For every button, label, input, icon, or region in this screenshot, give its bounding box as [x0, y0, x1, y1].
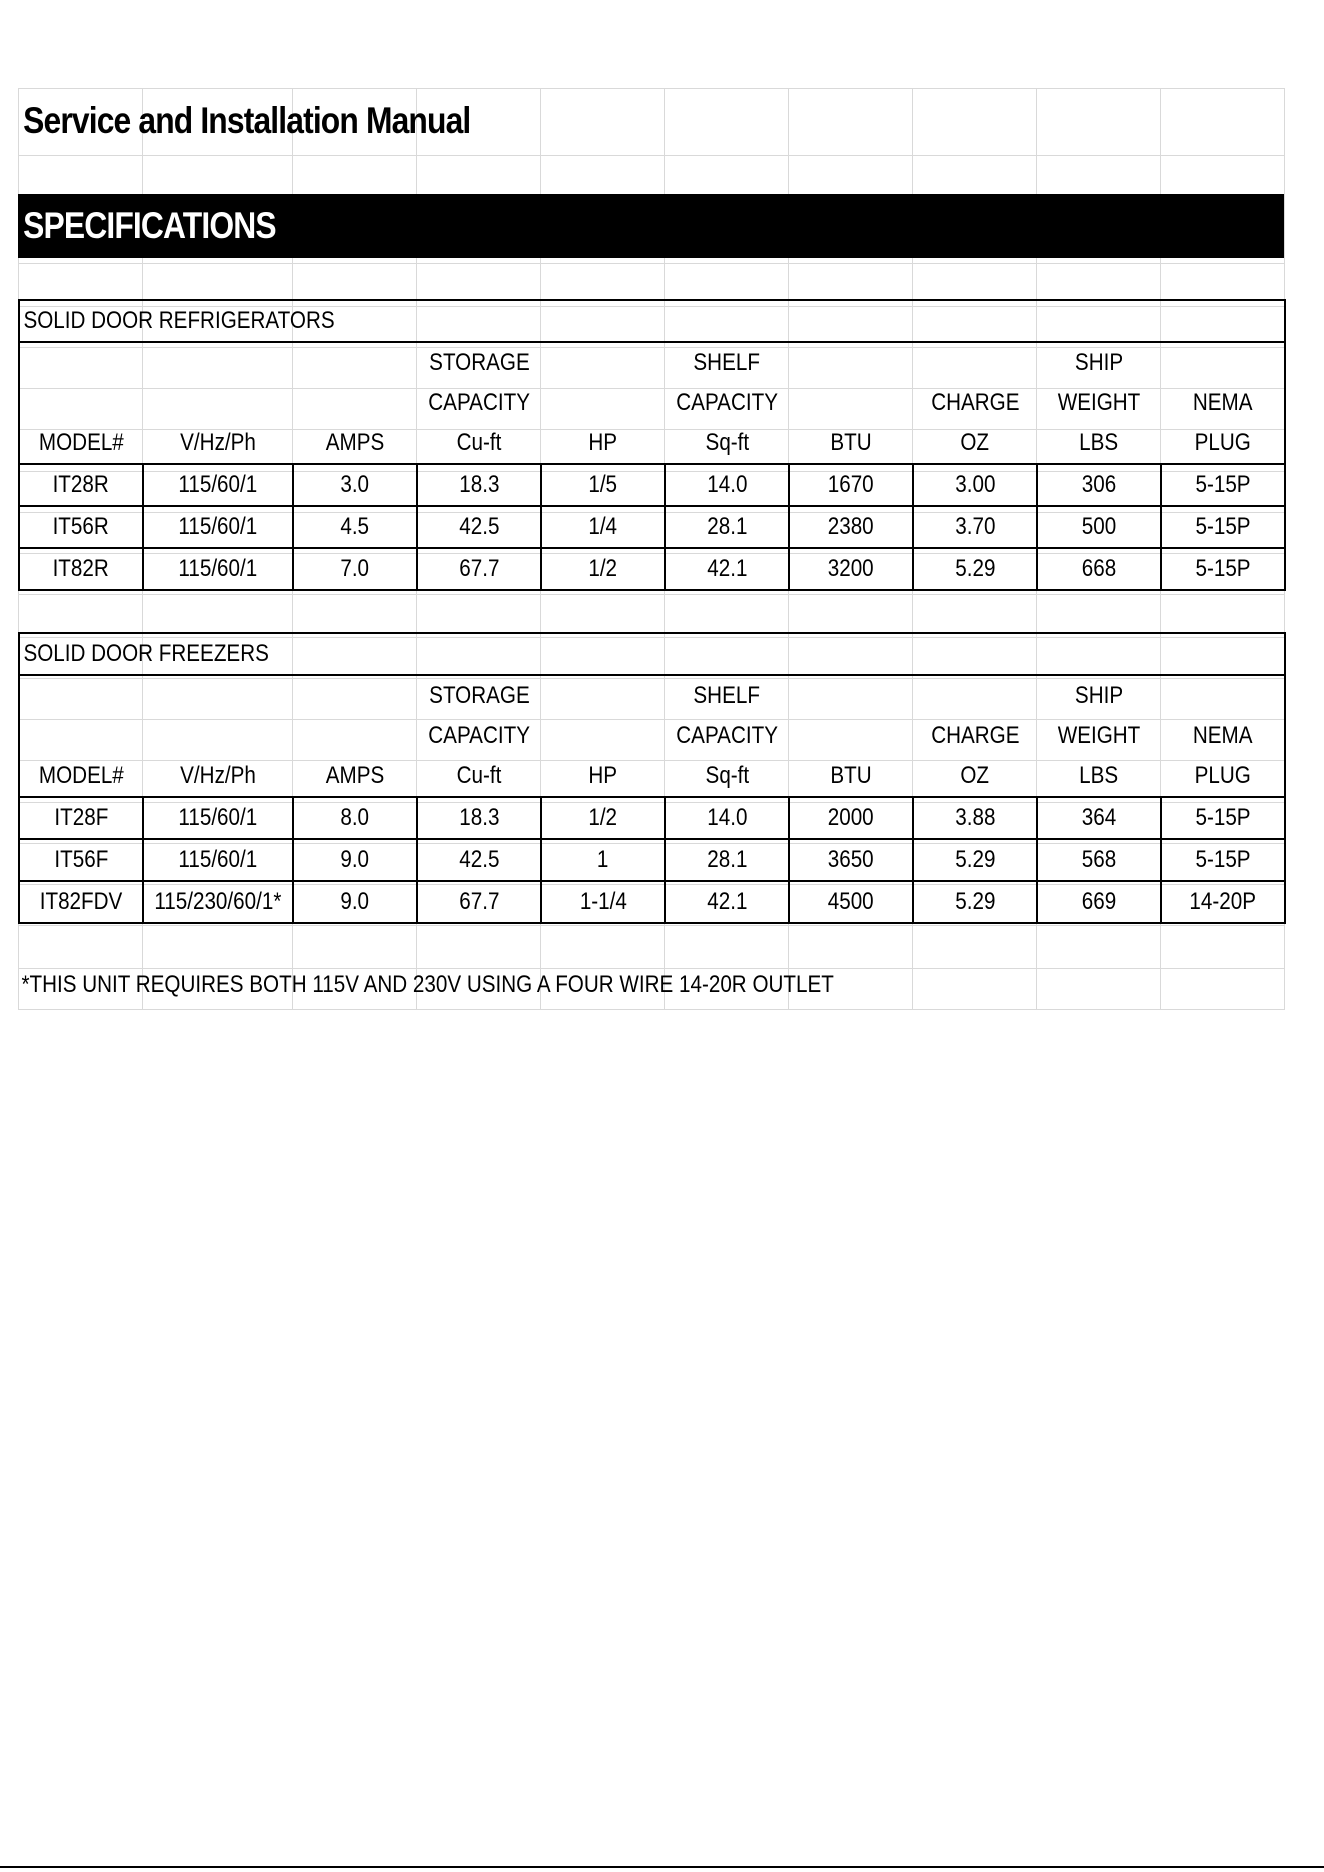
- table-cell: 306: [1081, 471, 1117, 498]
- section-heading: SOLID DOOR REFRIGERATORS: [23, 307, 335, 334]
- column-header: Cu-ft: [456, 429, 502, 456]
- column-header: V/Hz/Ph: [180, 429, 256, 456]
- table-cell: 5-15P: [1195, 846, 1251, 873]
- table-cell: IT82R: [52, 555, 110, 582]
- table-cell: 3200: [828, 555, 874, 582]
- column-header: CAPACITY: [428, 389, 530, 416]
- table-cell: 14.0: [706, 471, 748, 498]
- table-cell: 115/60/1: [178, 513, 258, 540]
- column-header: MODEL#: [39, 429, 124, 456]
- table-cell: IT56R: [52, 513, 110, 540]
- table-cell: 1/2: [588, 804, 618, 831]
- table-cell: IT82FDV: [39, 888, 123, 915]
- refrigerators-table: [18, 299, 1286, 591]
- table-cell: 1/4: [588, 513, 618, 540]
- table-cell: 5-15P: [1195, 513, 1251, 540]
- table-cell: 4.5: [340, 513, 370, 540]
- table-cell: 18.3: [458, 471, 500, 498]
- column-header: LBS: [1079, 762, 1119, 789]
- table-cell: 3.00: [954, 471, 996, 498]
- table-cell: 1: [597, 846, 609, 873]
- table-row: [19, 548, 1285, 590]
- table-cell: 3.0: [340, 471, 370, 498]
- column-header: Sq-ft: [705, 429, 749, 456]
- table-cell: 115/230/60/1*: [154, 888, 282, 915]
- column-header: MODEL#: [39, 762, 124, 789]
- section-heading-row: [19, 300, 1285, 342]
- table-cell: 4500: [828, 888, 874, 915]
- table-cell: 5-15P: [1195, 555, 1251, 582]
- column-header-row: [19, 342, 1285, 383]
- table-cell: 115/60/1: [178, 471, 258, 498]
- table-cell: 28.1: [706, 513, 748, 540]
- table-cell: 115/60/1: [178, 846, 258, 873]
- table-cell: 42.5: [458, 513, 500, 540]
- table-cell: 42.1: [706, 888, 748, 915]
- footnote: *THIS UNIT REQUIRES BOTH 115V AND 230V USING A FOUR WIRE 14-20R OUTLET: [21, 971, 834, 998]
- column-header: PLUG: [1194, 429, 1251, 456]
- document-title: Service and Installation Manual: [23, 99, 471, 141]
- section-title: SPECIFICATIONS: [23, 205, 276, 246]
- table-cell: 14.0: [706, 804, 748, 831]
- column-header: V/Hz/Ph: [180, 762, 256, 789]
- table-cell: 1-1/4: [579, 888, 627, 915]
- column-header: NEMA: [1192, 389, 1253, 416]
- table-cell: 500: [1081, 513, 1117, 540]
- column-header: CHARGE: [930, 722, 1020, 749]
- table-cell: IT28R: [52, 471, 110, 498]
- table-cell: 5.29: [954, 888, 996, 915]
- table-cell: 2000: [828, 804, 874, 831]
- table-cell: 2380: [828, 513, 874, 540]
- table-cell: 28.1: [706, 846, 748, 873]
- column-header: STORAGE: [428, 349, 530, 376]
- column-header-row: [19, 383, 1285, 423]
- column-header: CHARGE: [930, 389, 1020, 416]
- section-heading: SOLID DOOR FREEZERS: [23, 640, 269, 667]
- column-header: STORAGE: [428, 682, 530, 709]
- table-cell: 9.0: [340, 888, 370, 915]
- column-header: Sq-ft: [705, 762, 749, 789]
- column-header: AMPS: [325, 762, 385, 789]
- table-cell: 115/60/1: [178, 555, 258, 582]
- footnote-row: [18, 965, 1284, 1005]
- specifications-banner: [18, 194, 1284, 258]
- column-header: WEIGHT: [1057, 389, 1141, 416]
- column-header: OZ: [960, 762, 990, 789]
- column-header: SHIP: [1074, 349, 1124, 376]
- title-row: [18, 88, 1284, 153]
- column-header: BTU: [830, 762, 872, 789]
- table-cell: 42.5: [458, 846, 500, 873]
- table-cell: 115/60/1: [178, 804, 258, 831]
- column-header: SHIP: [1074, 682, 1124, 709]
- table-row: [19, 881, 1285, 923]
- freezers-table: [18, 632, 1286, 924]
- table-cell: 5-15P: [1195, 804, 1251, 831]
- column-header: Cu-ft: [456, 762, 502, 789]
- page-bottom-rule: [0, 1866, 1324, 1868]
- table-cell: 5.29: [954, 555, 996, 582]
- table-cell: 67.7: [458, 555, 500, 582]
- column-header: CAPACITY: [676, 722, 778, 749]
- column-header: CAPACITY: [428, 722, 530, 749]
- table-cell: 364: [1081, 804, 1117, 831]
- table-cell: 1/2: [588, 555, 618, 582]
- column-header: WEIGHT: [1057, 722, 1141, 749]
- spec-sheet: [18, 88, 1284, 1005]
- column-header: HP: [588, 762, 618, 789]
- section-heading-row: [19, 633, 1285, 675]
- table-cell: 8.0: [340, 804, 370, 831]
- table-cell: 42.1: [706, 555, 748, 582]
- column-header: HP: [588, 429, 618, 456]
- column-header-row: [19, 716, 1285, 756]
- column-header-row: [19, 756, 1285, 797]
- table-row: [19, 464, 1285, 506]
- table-cell: IT56F: [54, 846, 108, 873]
- column-header-row: [19, 423, 1285, 464]
- table-cell: 668: [1081, 555, 1117, 582]
- column-header: SHELF: [693, 682, 761, 709]
- table-cell: IT28F: [54, 804, 108, 831]
- column-header: SHELF: [693, 349, 761, 376]
- table-cell: 14-20P: [1189, 888, 1257, 915]
- table-cell: 3.70: [954, 513, 996, 540]
- column-header: OZ: [960, 429, 990, 456]
- table-cell: 568: [1081, 846, 1117, 873]
- table-cell: 7.0: [340, 555, 370, 582]
- table-cell: 67.7: [458, 888, 500, 915]
- table-row: [19, 839, 1285, 881]
- table-cell: 1670: [828, 471, 874, 498]
- table-cell: 18.3: [458, 804, 500, 831]
- column-header: PLUG: [1194, 762, 1251, 789]
- column-header: AMPS: [325, 429, 385, 456]
- column-header-row: [19, 675, 1285, 716]
- table-cell: 5-15P: [1195, 471, 1251, 498]
- column-header: BTU: [830, 429, 872, 456]
- column-header: NEMA: [1192, 722, 1253, 749]
- table-cell: 3650: [828, 846, 874, 873]
- table-cell: 3.88: [954, 804, 996, 831]
- column-header: CAPACITY: [676, 389, 778, 416]
- column-header: LBS: [1079, 429, 1119, 456]
- table-cell: 5.29: [954, 846, 996, 873]
- table-row: [19, 797, 1285, 839]
- table-row: [19, 506, 1285, 548]
- table-cell: 669: [1081, 888, 1117, 915]
- table-cell: 9.0: [340, 846, 370, 873]
- table-cell: 1/5: [588, 471, 618, 498]
